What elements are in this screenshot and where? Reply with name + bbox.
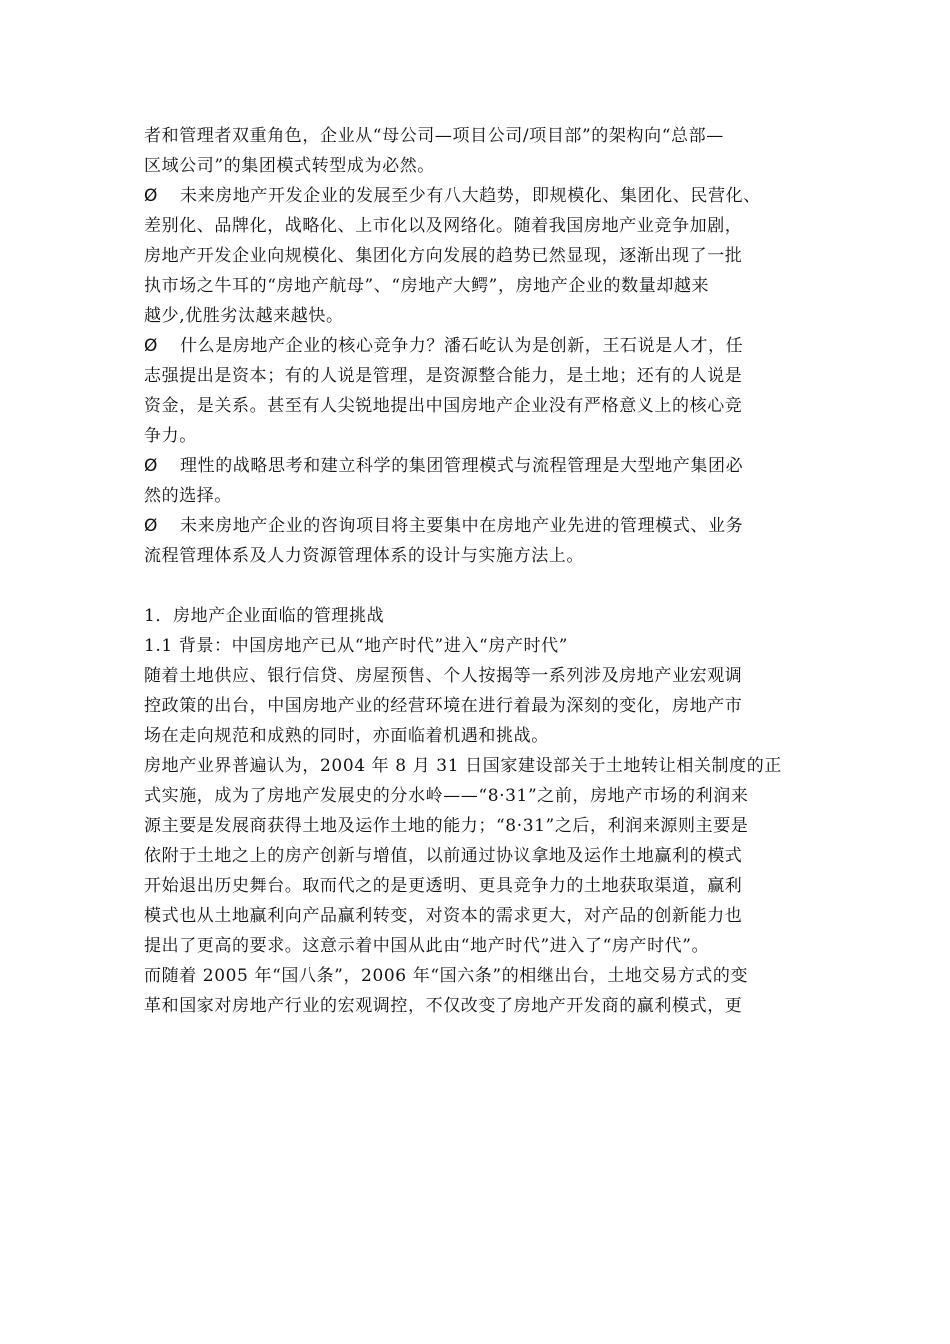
text-line <box>144 181 814 211</box>
text-line: 志强提出是资本；有的人说是管理，是资源整合能力，是土地；还有的人说是 <box>144 366 743 386</box>
text-line: 然的选择。 <box>144 486 232 506</box>
body-paragraph <box>144 661 814 751</box>
bullet-item-consulting <box>144 511 814 571</box>
bullet-icon: Ø <box>144 336 158 356</box>
bullet-item-strategy <box>144 451 814 511</box>
text-line: 提出了更高的要求。这意示着中国从此由“地产时代”进入了“房产时代”。 <box>144 936 710 956</box>
text-line: 式实施，成为了房地产发展史的分水岭——“8·31”之前，房地产市场的利润来 <box>144 786 749 806</box>
body-paragraph <box>144 961 814 1021</box>
bullet-text: 理性的战略思考和建立科学的集团管理模式与流程管理是大型地产集团必 <box>180 456 744 476</box>
text-line <box>144 511 814 541</box>
bullet-text: 未来房地产开发企业的发展至少有八大趋势，即规模化、集团化、民营化、 <box>180 186 761 206</box>
text-line: 差别化、品牌化，战略化、上市化以及网络化。随着我国房地产业竞争加剧， <box>144 216 743 236</box>
text-line: 场在走向规范和成熟的同时，亦面临着机遇和挑战。 <box>144 726 549 746</box>
bullet-icon: Ø <box>144 516 158 536</box>
text-line <box>144 451 814 481</box>
bullet-icon: Ø <box>144 456 158 476</box>
text-line: 资金，是关系。甚至有人尖锐地提出中国房地产企业没有严格意义上的核心竞 <box>144 396 743 416</box>
text-line: 源主要是发展商获得土地及运作土地的能力；“8·31”之后，利润来源则主要是 <box>144 816 749 836</box>
body-paragraph <box>144 751 814 961</box>
text-line: 争力。 <box>144 426 197 446</box>
text-line: 随着土地供应、银行信贷、房屋预售、个人按揭等一系列涉及房地产业宏观调 <box>144 666 743 686</box>
text-line: 控政策的出台，中国房地产业的经营环境在进行着最为深刻的变化，房地产市 <box>144 696 743 716</box>
text-line: 而随着 2005 年“国八条”，2006 年“国六条”的相继出台，土地交易方式的变 <box>144 966 749 986</box>
text-line: 区域公司”的集团模式转型成为必然。 <box>144 156 435 176</box>
text-line: 者和管理者双重角色，企业从“母公司—项目公司/项目部”的架构向“总部— <box>144 126 724 146</box>
bullet-item-trends <box>144 181 814 331</box>
text-line: 模式也从土地赢利向产品赢利转变，对资本的需求更大，对产品的创新能力也 <box>144 906 743 926</box>
text-line: 开始退出历史舞台。取而代之的是更透明、更具竞争力的土地获取渠道，赢利 <box>144 876 743 896</box>
bullet-icon: Ø <box>144 186 158 206</box>
text-line: 流程管理体系及人力资源管理体系的设计与实施方法上。 <box>144 546 584 566</box>
text-line: 房地产开发企业向规模化、集团化方向发展的趋势已然显现，逐渐出现了一批 <box>144 246 743 266</box>
paragraph-gap <box>144 571 814 601</box>
text-line: 执市场之牛耳的“房地产航母”、“房地产大鳄”，房地产企业的数量却越来 <box>144 276 710 296</box>
text-line <box>144 331 814 361</box>
text-line: 革和国家对房地产行业的宏观调控，不仅改变了房地产开发商的赢利模式，更 <box>144 996 743 1016</box>
intro-paragraph <box>144 121 814 181</box>
subsection-heading: 1.1 背景：中国房地产已从“地产时代”进入“房产时代” <box>144 636 569 656</box>
bullet-text: 什么是房地产企业的核心竞争力？潘石屹认为是创新，王石说是人才，任 <box>180 336 744 356</box>
document-page <box>144 121 814 1021</box>
section-heading: 1．房地产企业面临的管理挑战 <box>144 606 385 626</box>
text-line: 房地产业界普遍认为，2004 年 8 月 31 日国家建设部关于土地转让相关制度的正 <box>144 756 782 776</box>
bullet-text: 未来房地产企业的咨询项目将主要集中在房地产业先进的管理模式、业务 <box>180 516 744 536</box>
bullet-item-core-competence <box>144 331 814 451</box>
text-line: 依附于土地之上的房产创新与增值，以前通过协议拿地及运作土地赢利的模式 <box>144 846 743 866</box>
text-line: 越少,优胜劣汰越来越快。 <box>144 306 344 326</box>
